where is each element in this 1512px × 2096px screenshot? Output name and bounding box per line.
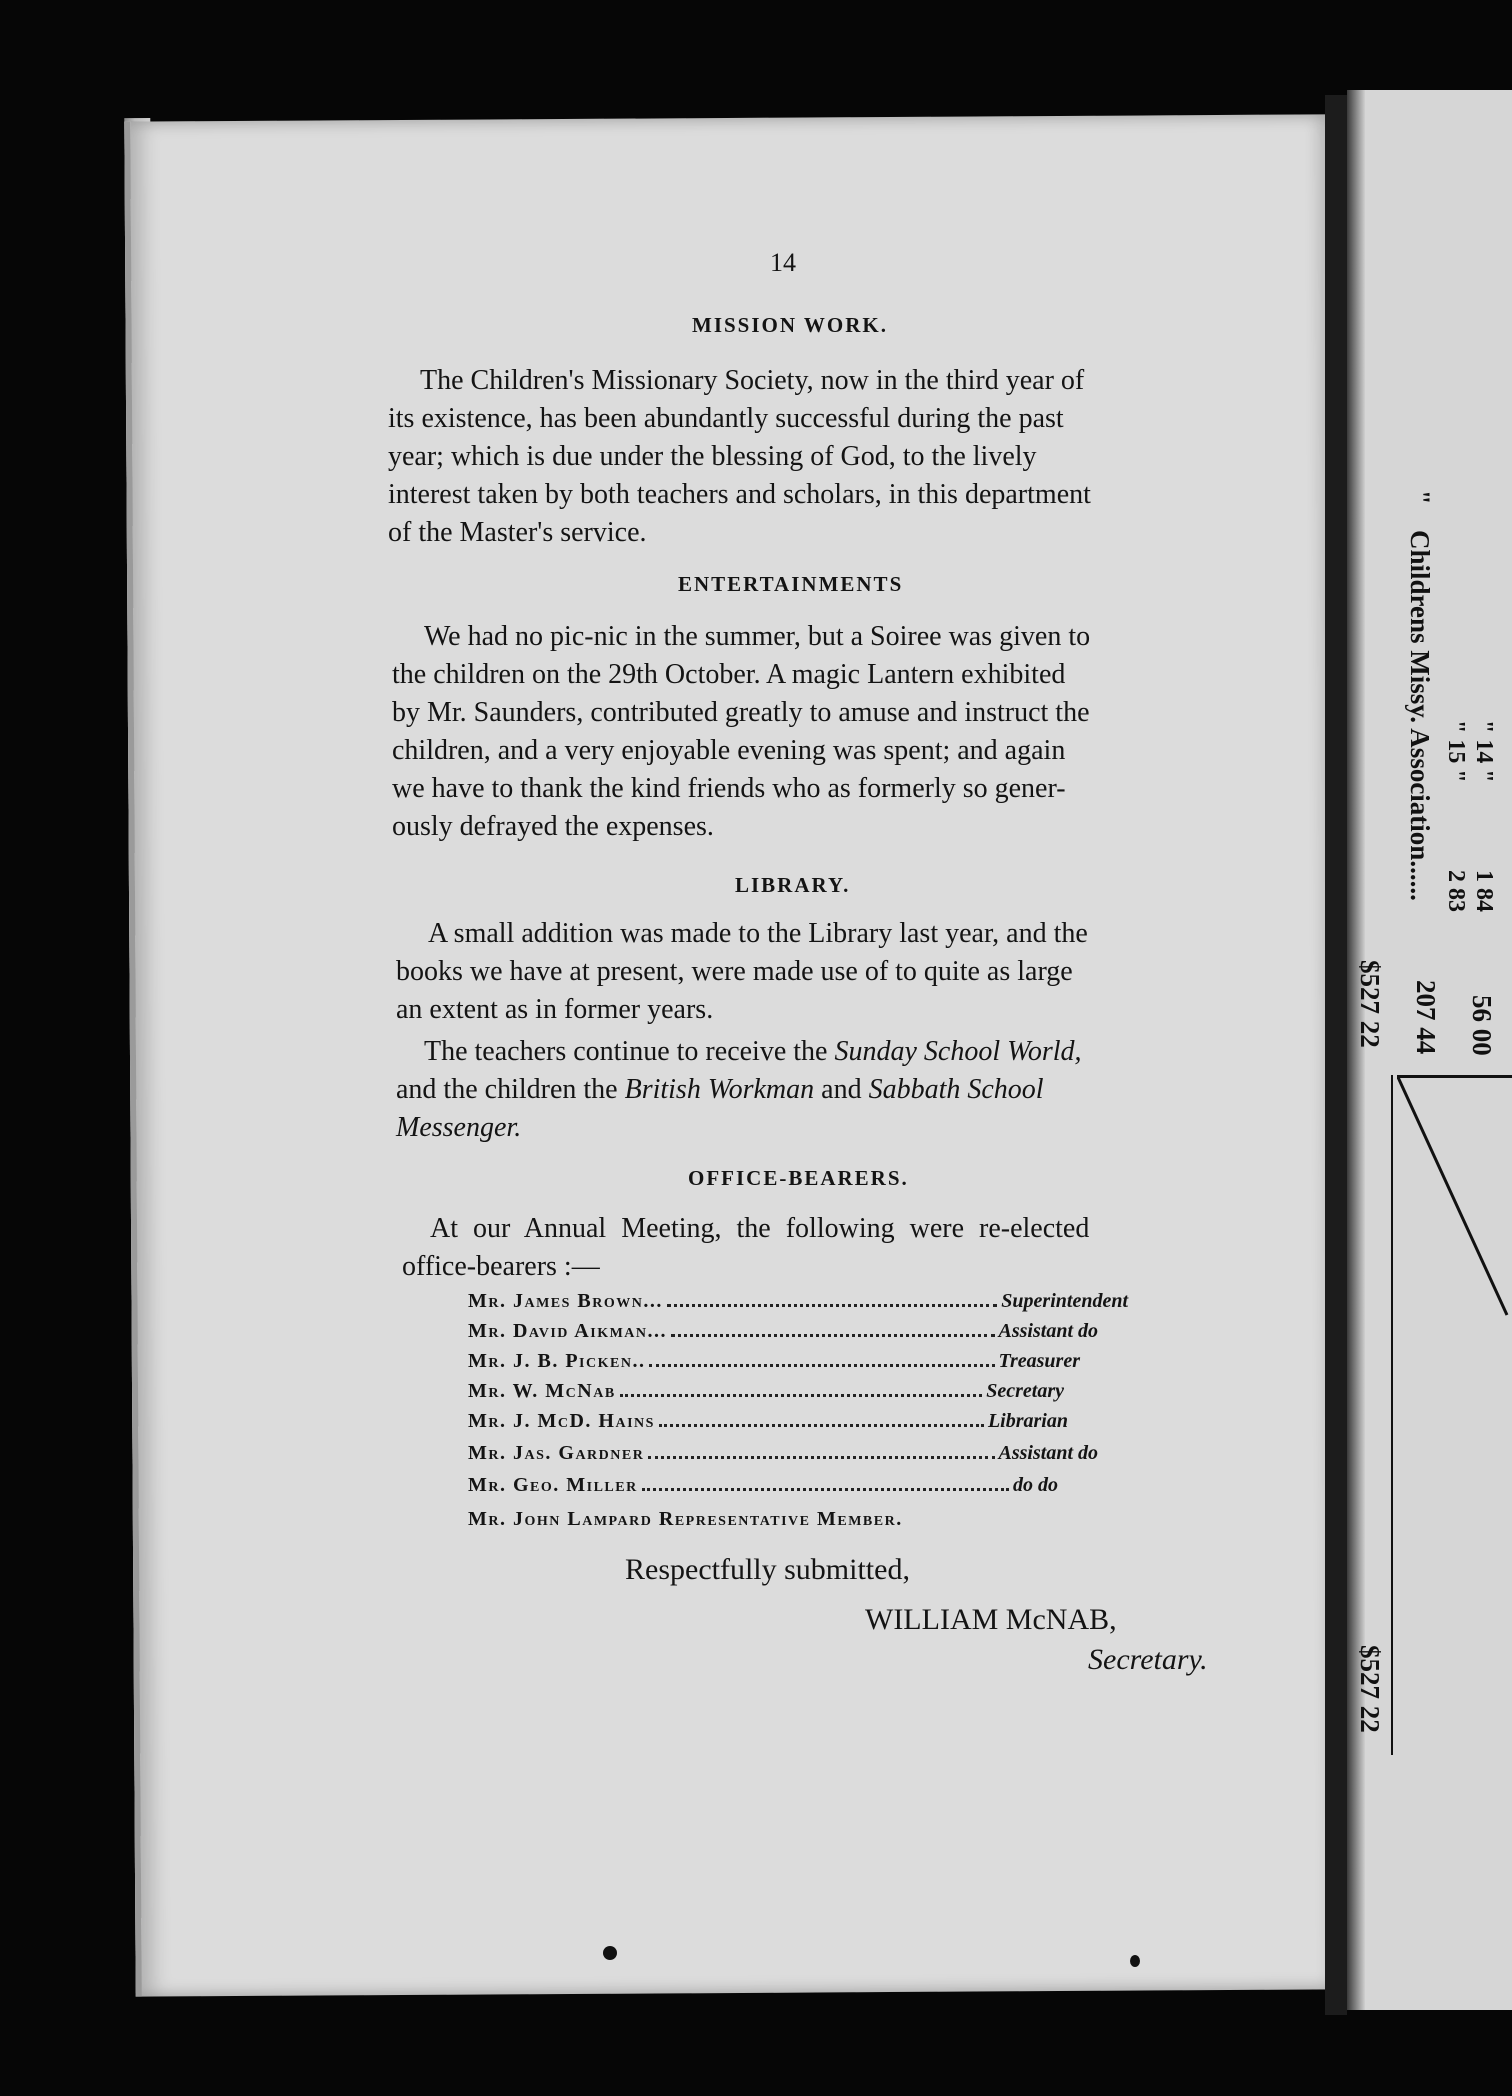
officer-role: Librarian: [987, 1410, 1068, 1432]
text-run: The teachers continue to receive the: [424, 1036, 828, 1067]
officer-name: Mr. James Brown...: [468, 1290, 663, 1312]
officer-role: Superintendent: [1001, 1290, 1128, 1312]
ditto-mark: ": [1406, 490, 1435, 505]
value-2: 2 83: [1443, 870, 1469, 912]
value-3: 207 44: [1411, 980, 1441, 1055]
text-line: of the Master's service.: [388, 517, 647, 548]
heading-office-bearers: OFFICE-BEARERS.: [688, 1166, 909, 1190]
officer-role: do do: [1013, 1474, 1058, 1496]
text-line: we have to thank the kind friends who as formerly so gener-: [392, 773, 1066, 804]
officer-row: [468, 1290, 1128, 1313]
leader-dots: [671, 1334, 994, 1337]
leader-dots: [649, 1364, 994, 1367]
paragraph-periodicals: [396, 1033, 1196, 1147]
heading-library: LIBRARY.: [735, 873, 851, 897]
paragraph-entertainments: [392, 618, 1192, 846]
officer-row: [468, 1410, 1068, 1433]
text-line: an extent as in former years.: [396, 994, 714, 1025]
signatory-title: Secretary.: [1088, 1643, 1208, 1676]
text-line: [396, 1071, 1196, 1109]
officer-row: [468, 1350, 1080, 1373]
book-gutter: [1325, 95, 1347, 2015]
leader-dots: [659, 1424, 984, 1427]
ditto-15: " 15 ": [1443, 720, 1469, 783]
officer-row: [468, 1474, 1058, 1497]
text-line: the children on the 29th October. A magic Lantern exhibited: [392, 659, 1066, 690]
officer-role: Secretary: [986, 1380, 1064, 1402]
text-line: We had no pic-nic in the summer, but a Soiree was given to: [424, 621, 1091, 652]
periodical-title: Sunday School World,: [834, 1036, 1082, 1067]
heading-entertainments: ENTERTAINMENTS: [678, 572, 904, 596]
paragraph-mission: [388, 362, 1183, 552]
officer-row: [468, 1380, 1064, 1403]
text-line: [396, 1033, 1196, 1071]
officer-name: Mr. Jas. Gardner: [468, 1442, 645, 1464]
representative-row: [468, 1508, 1128, 1531]
officer-name: Mr. J. B. Picken..: [468, 1350, 646, 1372]
text-line: year; which is due under the blessing of God, to the lively: [388, 441, 1037, 472]
leader-dots: [642, 1488, 1009, 1491]
representative-text: Mr. John Lampard Representative Member.: [468, 1508, 903, 1530]
paragraph-library: [396, 915, 1196, 1029]
text-line: children, and a very enjoyable evening was spent; and again: [392, 735, 1066, 766]
closing-submitted: Respectfully submitted,: [625, 1553, 910, 1586]
leader-dots: [667, 1304, 997, 1307]
total-a: $527 22: [1355, 960, 1385, 1048]
periodical-title: Sabbath School: [868, 1074, 1044, 1105]
officer-role: Assistant do: [998, 1320, 1098, 1342]
heading-mission-work: MISSION WORK.: [692, 313, 888, 337]
page-number: 14: [770, 248, 796, 277]
value-4: 56 00: [1467, 995, 1497, 1056]
column-rule: [1391, 1075, 1393, 1755]
officer-name: Mr. David Aikman...: [468, 1320, 668, 1342]
officer-role: Assistant do: [998, 1442, 1098, 1464]
periodical-title: British Workman: [624, 1074, 815, 1105]
leader-dots: [648, 1456, 994, 1459]
text-run: and the children the: [396, 1074, 618, 1105]
diagonal-stroke: [1397, 1075, 1512, 1335]
officer-row: [468, 1442, 1098, 1465]
value-1: 1 84: [1471, 870, 1497, 912]
text-line: [396, 1109, 1196, 1147]
text-line: books we have at present, were made use of to quite as large: [396, 956, 1073, 987]
total-b: $527 22: [1355, 1645, 1385, 1733]
text-line: interest taken by both teachers and scholars, in this department: [388, 479, 1091, 510]
text-line: office-bearers :—: [402, 1251, 600, 1282]
text-run: and: [821, 1074, 862, 1105]
text-line: ously defrayed the expenses.: [392, 811, 714, 842]
officer-role: Treasurer: [998, 1350, 1080, 1372]
text-line: by Mr. Saunders, contributed greatly to amuse and instruct the: [392, 697, 1090, 728]
text-line: its existence, has been abundantly successful during the past: [388, 403, 1064, 434]
leader-dots: [620, 1394, 983, 1397]
officer-name: Mr. Geo. Miller: [468, 1474, 638, 1496]
ditto-14: " 14 ": [1471, 720, 1497, 783]
text-line: The Children's Missionary Society, now in the third year of: [420, 365, 1085, 396]
officer-name: Mr. J. McD. Hains: [468, 1410, 655, 1432]
text-line: At our Annual Meeting, the following were re-elected: [430, 1213, 1090, 1244]
facing-page: [1347, 90, 1512, 2010]
ink-spot: [603, 1946, 617, 1960]
officer-name: Mr. W. McNab: [468, 1380, 616, 1402]
signatory-name: WILLIAM McNAB,: [865, 1603, 1117, 1636]
association-label: Childrens Missy. Association......: [1405, 530, 1435, 901]
ink-spot: [1130, 1955, 1140, 1967]
text-line: A small addition was made to the Library last year, and the: [428, 918, 1088, 949]
officer-row: [468, 1320, 1098, 1343]
paragraph-office-intro: [402, 1210, 1200, 1286]
periodical-title: Messenger.: [396, 1112, 522, 1143]
